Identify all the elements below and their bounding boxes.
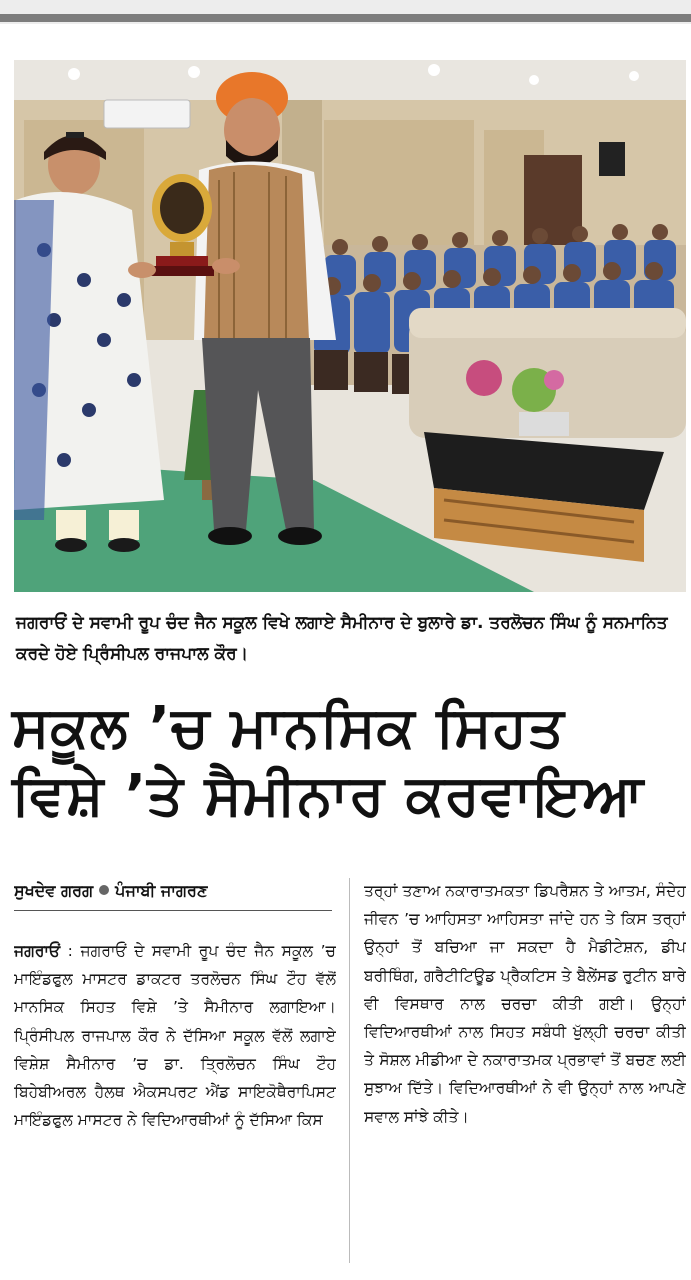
column-divider (349, 878, 350, 1263)
article-column-left (14, 937, 336, 1267)
photo-caption: ਜਗਰਾਓਂ ਦੇ ਸਵਾਮੀ ਰੂਪ ਚੰਦ ਜੈਨ ਸਕੂਲ ਵਿਖੇ ਲਗਾਏ ਸੈਮੀਨਾਰ ਦੇ ਬੁਲਾਰੇ ਡਾ. ਤਰਲੋਚਨ ਸਿੰਘ ਨੂੰ ਸਨਮਾਨਿਤ ਕਰਦੇ ਹੋਏ ਪ੍ਰਿੰਸੀਪਲ ਰਾਜਪਾਲ ਕੌਰ। (16, 613, 668, 664)
headline (12, 694, 684, 830)
page-top-rule (0, 0, 691, 24)
dateline: ਜਗਰਾਓਂ (14, 942, 61, 960)
headline-line-2: ਵਿਸ਼ੇ ’ਤੇ ਸੈਮੀਨਾਰ ਕਰਵਾਇਆ (12, 763, 645, 828)
article-body-left: : ਜਗਰਾਓਂ ਦੇ ਸਵਾਮੀ ਰੂਪ ਚੰਦ ਜੈਨ ਸਕੂਲ ’ਚ ਮਾਇੰਡਫੁਲ ਮਾਸਟਰ ਡਾਕਟਰ ਤਰਲੋਚਨ ਸਿੰਘ ਟੌਹ ਵੱਲੋਂ ਮਾਨਸਿਕ ਸਿਹਤ ਵਿਸ਼ੇ ’ਤੇ ਸੈਮੀਨਾਰ ਲਗਾਇਆ। ਪ੍ਰਿੰਸੀਪਲ ਰਾਜਪਾਲ ਕੌਰ ਨੇ ਦੱਸਿਆ ਸਕੂਲ ਵੱਲੋਂ ਲਗਾਏ ਵਿਸ਼ੇਸ਼ ਸੈਮੀਨਾਰ ’ਚ ਡਾ. ਤ੍ਰਿਲੋਚਨ ਸਿੰਘ ਟੌਹ ਬਿਹੇਬੀਅਰਲ ਹੈਲਥ ਐਕਸਪਰਟ ਐਂਡ ਸਾਇਕੋਥੈਰਾਪਿਸਟ ਮਾਇੰਡਫੁਲ ਮਾਸਟਰ ਨੇ ਵਿਦਿਆਰਥੀਆਂ ਨੂੰ ਦੱਸਿਆ ਕਿਸ (14, 942, 336, 1130)
article-column-right (364, 877, 686, 1267)
headline-line-1: ਸਕੂਲ ’ਚ ਮਾਨਸਿਕ ਸਿਹਤ (12, 695, 565, 760)
byline (14, 876, 332, 911)
bullet-icon (99, 885, 109, 895)
byline-publication: ਪੰਜਾਬੀ ਜਾਗਰਣ (115, 881, 208, 900)
byline-author: ਸੁਖਦੇਵ ਗਰਗ (14, 881, 94, 900)
article-body-right: ਤਰ੍ਹਾਂ ਤਣਾਅ ਨਕਾਰਾਤਮਕਤਾ ਡਿਪਰੈਸ਼ਨ ਤੇ ਆਤਮ, ਸੰਦੇਹ ਜੀਵਨ ’ਚ ਆਹਿਸਤਾ ਆਹਿਸਤਾ ਜਾਂਦੇ ਹਨ ਤੇ ਕਿਸ ਤਰ੍ਹਾਂ ਉਨ੍ਹਾਂ ਤੋਂ ਬਚਿਆ ਜਾ ਸਕਦਾ ਹੈ ਮੈਡੀਟੇਸ਼ਨ, ਡੀਪ ਬਰੀਥਿੰਗ, ਗਰੈਟੀਟਿਊਡ ਪ੍ਰੈਕਟਿਸ ਤੇ ਬੈਲੇਂਸਡ ਰੁਟੀਨ ਬਾਰੇ ਵੀ ਵਿਸਥਾਰ ਨਾਲ ਚਰਚਾ ਕੀਤੀ ਗਈ। ਉਨ੍ਹਾਂ ਵਿਦਿਆਰਥੀਆਂ ਨਾਲ ਸਿਹਤ ਸਬੰਧੀ ਖੁੱਲ੍ਹੀ ਚਰਚਾ ਕੀਤੀ ਤੇ ਸੋਸ਼ਲ ਮੀਡੀਆ ਦੇ ਨਕਾਰਾਤਮਕ ਪ੍ਰਭਾਵਾਂ ਤੋਂ ਬਚਣ ਲਈ ਸੁਝਾਅ ਦਿੱਤੇ। ਵਿਦਿਆਰਥੀਆਂ ਨੇ ਵੀ ਉਨ੍ਹਾਂ ਨਾਲ ਆਪਣੇ ਸਵਾਲ ਸਾਂਝੇ ਕੀਤੇ। (364, 882, 686, 1126)
photo-illustration (14, 60, 686, 592)
news-photo (14, 60, 686, 592)
